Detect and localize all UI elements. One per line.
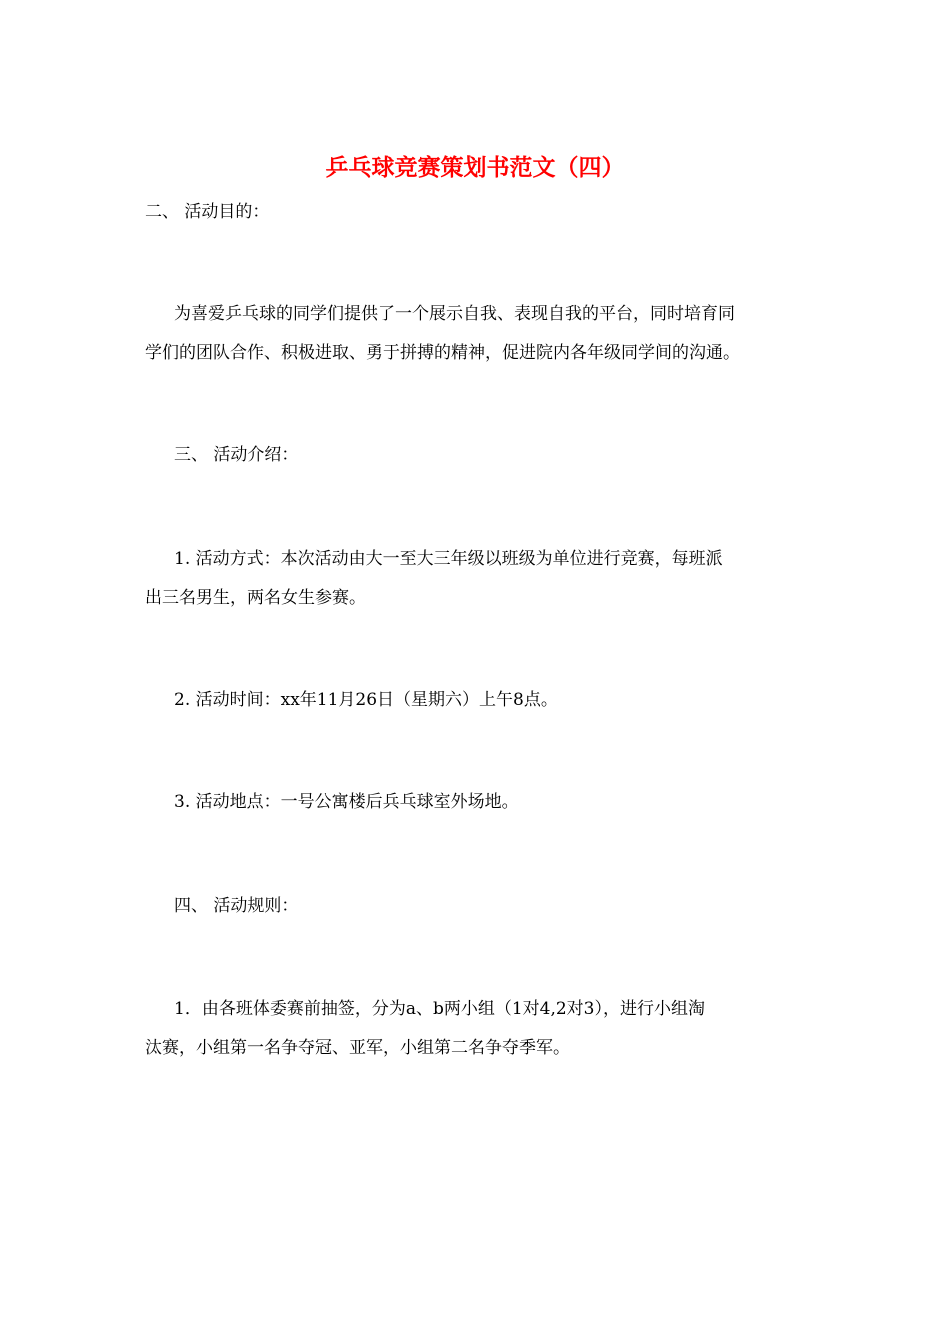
rules-item-1-line-2: 汰赛，小组第一名争夺冠、亚军，小组第二名争夺季军。 (145, 1038, 570, 1058)
rules-item-1-line-1: 1．由各班体委赛前抽签，分为a、b两小组（1对4,2对3），进行小组淘 (174, 999, 705, 1019)
document-title: 乒乓球竞赛策划书范文（四） (325, 154, 625, 181)
intro-item-1-line-1: 1. 活动方式：本次活动由大一至大三年级以班级为单位进行竞赛，每班派 (174, 549, 723, 569)
intro-item-3: 3. 活动地点：一号公寓楼后兵乓球室外场地。 (174, 792, 519, 812)
section-heading-purpose: 二、 活动目的： (145, 202, 270, 222)
paragraph-purpose-line-2: 学们的团队合作、积极进取、勇于拼搏的精神，促进院内各年级同学间的沟通。 (145, 343, 740, 363)
intro-item-2: 2. 活动时间：xx年11月26日（星期六）上午8点。 (174, 690, 558, 710)
paragraph-purpose-line-1: 为喜爱乒乓球的同学们提供了一个展示自我、表现自我的平台，同时培育同 (174, 304, 735, 324)
intro-item-1-line-2: 出三名男生，两名女生参赛。 (145, 588, 366, 608)
section-heading-rules: 四、 活动规则： (174, 896, 299, 916)
section-heading-intro: 三、 活动介绍： (174, 445, 299, 465)
